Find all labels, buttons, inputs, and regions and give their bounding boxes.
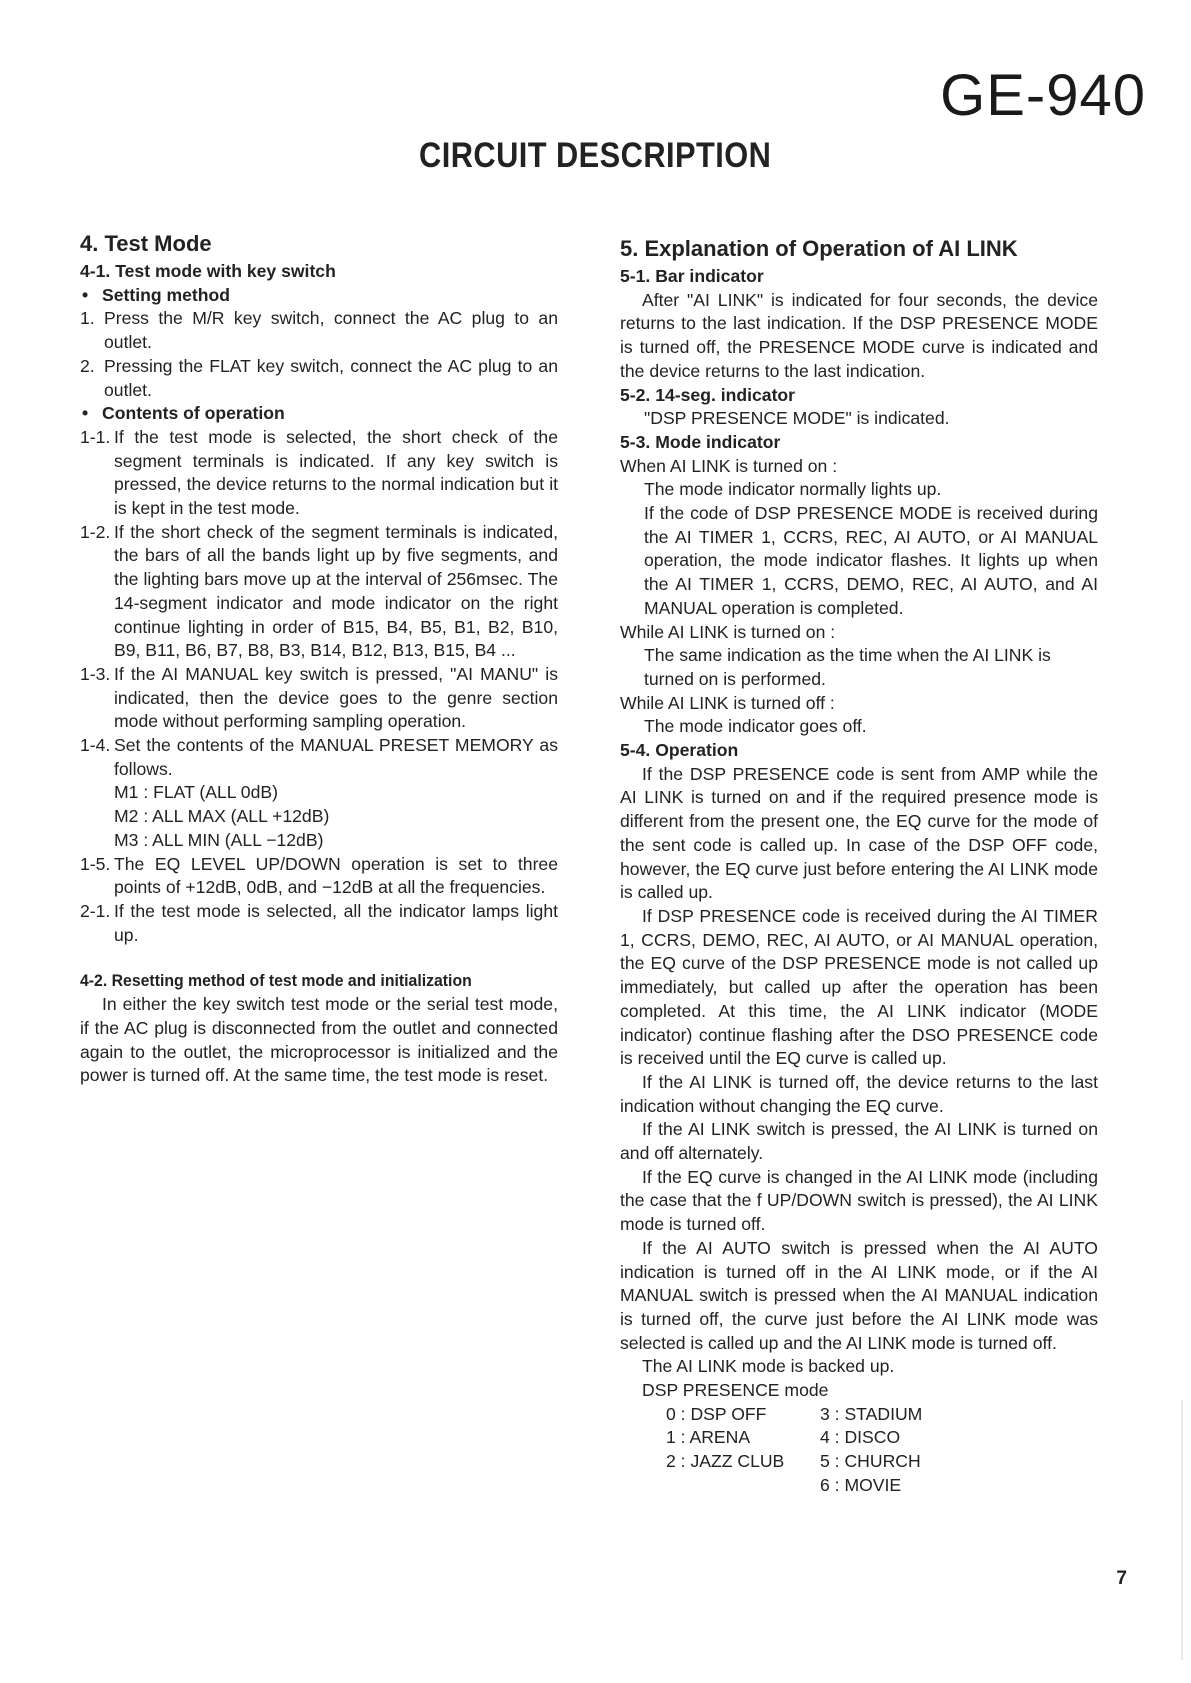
operation-paragraph: If the EQ curve is changed in the AI LINK mode (including the case that the f UP/DOWN switch is pressed), the AI LINK mode is turned off. [620, 1166, 1098, 1235]
section-5-heading: 5. Explanation of Operation of AI LINK [620, 236, 1018, 261]
backed-up-text: The AI LINK mode is backed up. [642, 1356, 895, 1377]
operation-paragraph: If the AI AUTO switch is pressed when the AI AUTO indication is turned off in the AI LINK mode, or if the AI MANUAL switch is pressed when the AI MANUAL indication is turned off, the curve just before the AI LINK mode was selected is called up and the AI LINK mode is turned off. [620, 1237, 1098, 1353]
operation-paragraph: If the DSP PRESENCE code is sent from AMP while the AI LINK is turned on and if the required presence mode is different from the present one, the EQ curve for the mode of the sent code is called up. In case of the DSP OFF code, however, the EQ curve just before entering the AI LINK mode is called up. [620, 763, 1098, 903]
list-item: 0 : DSP OFF [666, 1403, 767, 1424]
section-5-2-text: "DSP PRESENCE MODE" is indicated. [644, 408, 950, 429]
model-number: GE-940 [940, 63, 1146, 128]
operation-paragraph: If the AI LINK switch is pressed, the AI LINK is turned on and off alternately. [620, 1119, 1098, 1164]
list-item: 6 : MOVIE [820, 1474, 902, 1495]
list-item: 2 : JAZZ CLUB [666, 1451, 785, 1472]
section-5-1-heading: 5-1. Bar indicator [620, 266, 764, 286]
while-on-label: While AI LINK is turned on : [620, 621, 836, 642]
preset-m2: M2 : ALL MAX (ALL +12dB) [114, 806, 330, 827]
page-title: CIRCUIT DESCRIPTION [419, 136, 772, 175]
contents-bullet: • Contents of operation [82, 403, 285, 424]
preset-m1: M1 : FLAT (ALL 0dB) [114, 782, 278, 803]
when-on-label: When AI LINK is turned on : [620, 455, 838, 476]
section-4-1-heading: 4-1. Test mode with key switch [80, 261, 336, 281]
section-5-1-text: After "AI LINK" is indicated for four seconds, the device returns to the last indication. If the DSP PRESENCE MODE is turned off, the PRESENCE MODE curve is indicated and the device returns to the last indication. [620, 289, 1098, 381]
section-4-2-heading: 4-2. Resetting method of test mode and initialization [80, 971, 472, 991]
right-column [620, 235, 1098, 1498]
page-number: 7 [1116, 1568, 1127, 1589]
item-1-1: 1-1. If the test mode is selected, the short check of the segment terminals is indicated. If any key switch is pressed, the device returns to the normal indication but it is kept in the test mode. [80, 426, 558, 519]
operation-paragraph: If DSP PRESENCE code is received during the AI TIMER 1, CCRS, DEMO, REC, AI AUTO, or AI MANUAL operation, the EQ curve of the DSP PRESENCE mode is not called up immediately, but called up after the operation has been completed. At this time, the AI LINK indicator (MODE indicator) continue flashing after the DSO PRESENCE code is received until the EQ curve is called up. [620, 905, 1098, 1069]
operation-paragraph: If the AI LINK is turned off, the device returns to the last indication without changing the EQ curve. [620, 1071, 1098, 1116]
section-5-4-heading: 5-4. Operation [620, 740, 739, 761]
scan-edge-mark [1181, 1400, 1183, 1660]
list-item: 4 : DISCO [820, 1427, 901, 1448]
section-4-heading: 4. Test Mode [80, 231, 212, 256]
list-item: 3 : STADIUM [820, 1403, 923, 1424]
step-2: 2. Pressing the FLAT key switch, connect the AC plug to an outlet. [80, 355, 558, 400]
setting-method-bullet: • Setting method [82, 284, 231, 305]
when-on-text-2: If the code of DSP PRESENCE MODE is received during the AI TIMER 1, CCRS, REC, AI AUTO, or AI MANUAL operation, the mode indicator flashes. It lights up when the AI TIMER 1, CCRS, DEMO, REC, AI AUTO, and AI MANUAL operation is completed. [644, 503, 1098, 618]
section-5-3-heading: 5-3. Mode indicator [620, 431, 781, 452]
list-item: 5 : CHURCH [820, 1451, 921, 1472]
while-on-text: The same indication as the time when the AI LINK is turned on is performed. [644, 645, 1051, 689]
while-off-label: While AI LINK is turned off : [620, 692, 835, 713]
item-1-4: 1-4. Set the contents of the MANUAL PRESET MEMORY as follows. [80, 735, 558, 779]
step-1: 1. Press the M/R key switch, connect the AC plug to an outlet. [80, 308, 558, 353]
when-on-text-1: The mode indicator normally lights up. [644, 479, 942, 500]
left-column [80, 230, 558, 1088]
item-1-3: 1-3. If the AI MANUAL key switch is pressed, "AI MANU" is indicated, then the device goes to the genre section mode without performing sampling operation. [80, 663, 558, 732]
while-off-text: The mode indicator goes off. [644, 716, 867, 737]
list-item: 1 : ARENA [666, 1427, 751, 1448]
presence-mode-list [620, 1403, 1098, 1498]
item-1-5: 1-5. The EQ LEVEL UP/DOWN operation is set to three points of +12dB, 0dB, and −12dB at all the frequencies. [80, 853, 558, 898]
item-2-1: 2-1. If the test mode is selected, all the indicator lamps light up. [80, 900, 558, 945]
item-1-2: 1-2. If the short check of the segment terminals is indicated, the bars of all the bands light up by five segments, and the lighting bars move up at the interval of 256msec. The 14-segment indicator and mode indicator on the right continue lighting in order of B15, B4, B5, B1, B2, B10, B9, B11, B6, B7, B8, B3, B14, B12, B13, B15, B4 ... [80, 521, 558, 661]
presence-mode-label: DSP PRESENCE mode [642, 1380, 829, 1401]
list-item [666, 1474, 820, 1498]
section-5-2-heading: 5-2. 14-seg. indicator [620, 384, 796, 405]
preset-m3: M3 : ALL MIN (ALL −12dB) [114, 829, 324, 850]
section-4-2-text: In either the key switch test mode or the serial test mode, if the AC plug is disconnected from the outlet and connected again to the outlet, the microprocessor is initialized and the power is turned off. At the same time, the test mode is reset. [80, 994, 558, 1086]
